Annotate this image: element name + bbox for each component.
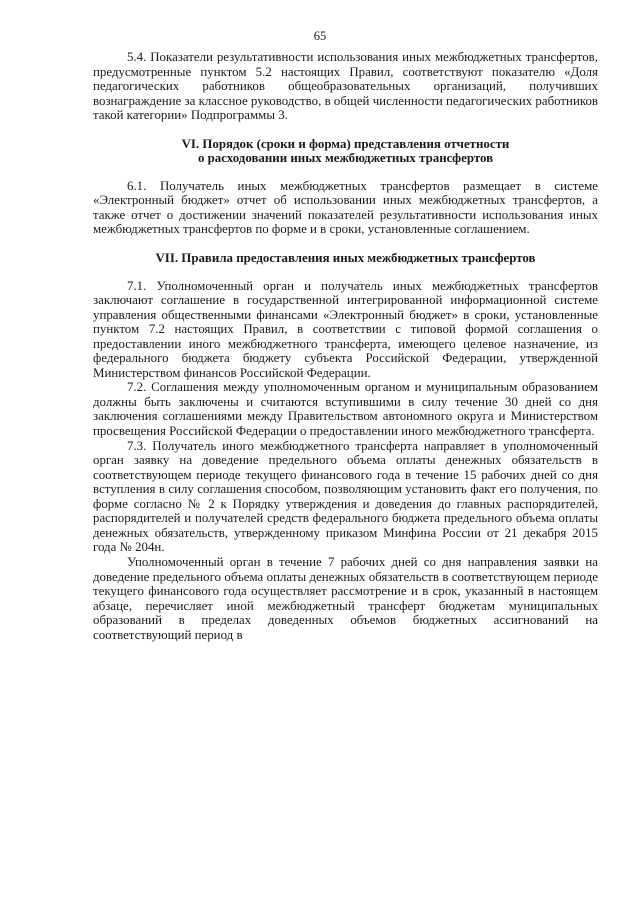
section-6-heading-line-2: о расходовании иных межбюджетных трансфертов [197, 151, 494, 166]
section-7-heading: VII. Правила предоставления иных межбюджетных трансфертов [155, 251, 536, 266]
document-body [93, 50, 598, 642]
paragraph-7-2: 7.2. Соглашения между уполномоченным органом и муниципальным образованием должны быть заключены и считаются вступившими в силу течение 30 дней со дня заключения соглашениями между Правительством автономного округа и Министерством просвещения Российской Федерации о предоставлении иного межбюджетного трансферта. [93, 380, 598, 439]
paragraph-7-3-continued: Уполномоченный орган в течение 7 рабочих дней со дня направления заявки на доведение предельного объема оплаты денежных обязательств в соответствующем периоде текущего финансового года осуществляет рассмотрение и в срок, указанный в настоящем абзаце, перечисляет иной межбюджетный трансферт бюджетам муниципальных образований в пределах доведенных объемов бюджетных ассигнований на соответствующий период в [93, 554, 598, 642]
page-number: 65 [313, 29, 327, 43]
section-6-heading [93, 137, 598, 166]
section-6-heading-line-1: VI. Порядок (сроки и форма) представления отчетности [181, 136, 510, 151]
paragraph-5-4: 5.4. Показатели результативности использования иных межбюджетных трансфертов, предусмотренные пунктом 5.2 настоящих Правил, соответствуют показателю «Доля педагогических работников общеобразовательных организаций, получивших вознаграждение за классное руководство, в общей численности педагогических работников такой категории» Подпрограммы 3. [93, 50, 598, 123]
paragraph-6-1: 6.1. Получатель иных межбюджетных трансфертов размещает в системе «Электронный бюджет» отчет об использовании иных межбюджетных трансфертов, а также отчет о достижении значений показателей результативности использования иных межбюджетных трансфертов по форме и в сроки, установленные соглашением. [93, 178, 598, 237]
paragraph-7-1: 7.1. Уполномоченный орган и получатель иных межбюджетных трансфертов заключают соглашение в государственной интегрированной информационной системе управления общественными финансами «Электронный бюджет» в сроки, установленные пунктом 7.2 настоящих Правил, в соответствии с типовой формой соглашения о предоставлении иного межбюджетного трансферта, имеющего целевое назначение, из федерального бюджета бюджету субъекта Российской Федерации, утвержденной Министерством финансов Российской Федерации. [93, 278, 598, 380]
paragraph-7-3: 7.3. Получатель иного межбюджетного трансферта направляет в уполномоченный орган заявку на доведение предельного объема оплаты денежных обязательств в соответствующем периоде текущего финансового года в течение 15 рабочих дней со дня вступления в силу соглашения способом, позволяющим установить факт его получения, по форме согласно № 2 к Порядку утверждения и доведения до главных распорядителей, распорядителей и получателей средств федерального бюджета предельного объема оплаты денежных обязательств, утвержденному приказом Минфина России от 21 декабря 2015 года № 204н. [93, 438, 598, 555]
